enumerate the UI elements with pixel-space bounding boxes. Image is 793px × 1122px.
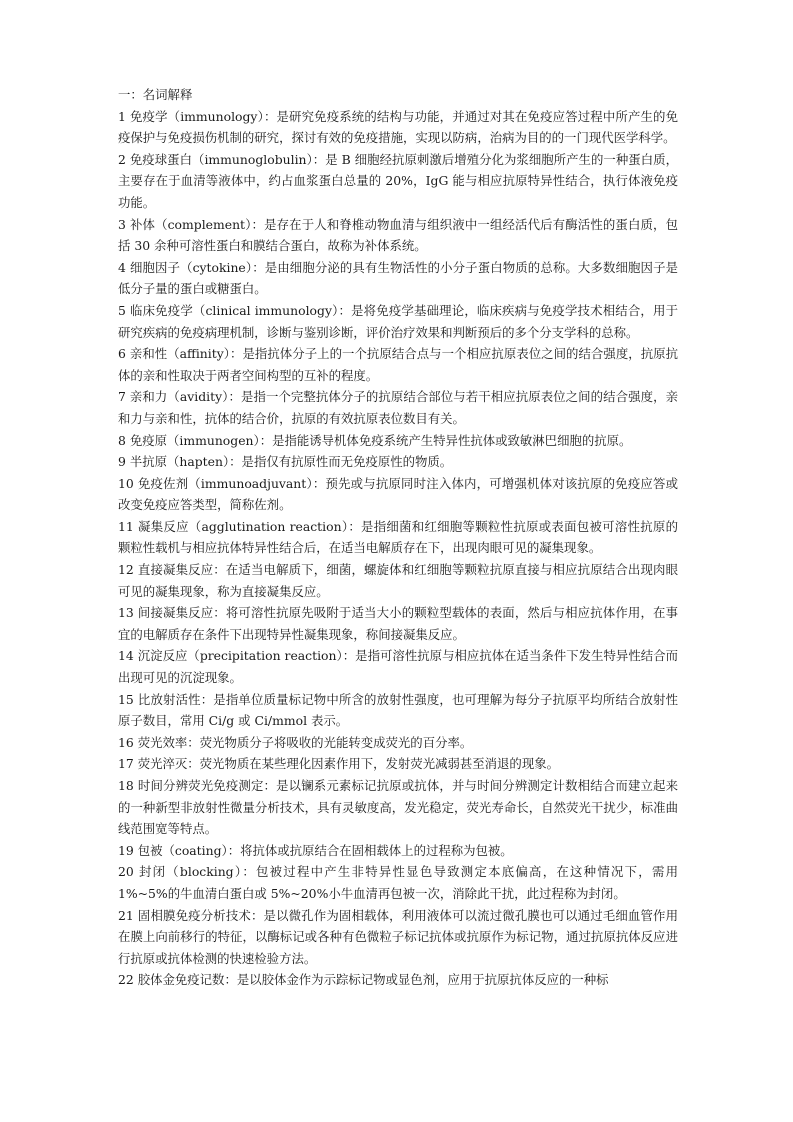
term-immunoglobulin: 2 免疫球蛋白（immunoglobulin）：是 B 细胞经抗原刺激后增殖分化为浆细胞所产生的一种蛋白质，主要存在于血清等液体中，约占血浆蛋白总量的 20%，IgG 能与相应抗原特异性结合，执行体液免疫功能。 bbox=[118, 151, 678, 210]
term-precipitation-reaction: 14 沉淀反应（precipitation reaction）：是指可溶性抗原与相应抗体在适当条件下发生特异性结合而出现可见的沉淀现象。 bbox=[118, 648, 678, 686]
term-solid-phase-membrane-immunoassay: 21 固相膜免疫分析技术：是以微孔作为固相载体，利用液体可以流过微孔膜也可以通过毛细血管作用在膜上向前移行的特征，以酶标记或各种有色微粒子标记抗体或抗原作为标记物，通过抗原抗体反应进行抗原或抗体检测的快速检验方法。 bbox=[118, 907, 678, 966]
term-agglutination-reaction: 11 凝集反应（agglutination reaction）：是指细菌和红细胞等颗粒性抗原或表面包被可溶性抗原的颗粒性载机与相应抗体特异性结合后，在适当电解质存在下，出现肉眼可见的凝集现象。 bbox=[118, 518, 678, 556]
term-immunoadjuvant: 10 免疫佐剂（immunoadjuvant）：预先或与抗原同时注入体内，可增强机体对该抗原的免疫应答或改变免疫应答类型，简称佐剂。 bbox=[118, 475, 678, 513]
term-fluorescence-efficiency: 16 荧光效率：荧光物质分子将吸收的光能转变成荧光的百分率。 bbox=[118, 734, 473, 750]
term-indirect-agglutination: 13 间接凝集反应：将可溶性抗原先吸附于适当大小的颗粒型载体的表面，然后与相应抗体作用，在事宜的电解质存在条件下出现特异性凝集现象，称间接凝集反应。 bbox=[118, 605, 678, 642]
term-affinity: 6 亲和性（affinity）：是指抗体分子上的一个抗原结合点与一个相应抗原表位之间的结合强度，抗原抗体的亲和性取决于两者空间构型的互补的程度。 bbox=[118, 346, 678, 383]
term-hapten: 9 半抗原（hapten）：是指仅有抗原性而无免疫原性的物质。 bbox=[118, 454, 453, 470]
term-avidity: 7 亲和力（avidity）：是指一个完整抗体分子的抗原结合部位与若干相应抗原表位之间的结合强度，亲和力与亲和性，抗体的结合价，抗原的有效抗原表位数目有关。 bbox=[118, 389, 678, 426]
term-immunology: 1 免疫学（immunology）：是研究免疫系统的结构与功能，并通过对其在免疫应答过程中所产生的免疫保护与免疫损伤机制的研究，探讨有效的免疫措施，实现以防病，治病为目的的一门现代医学科学。 bbox=[118, 108, 678, 146]
term-fluorescence-quenching: 17 荧光淬灭：荧光物质在某些理化因素作用下，发射荧光减弱甚至消退的现象。 bbox=[118, 756, 559, 772]
term-colloidal-gold-immunoassay: 22 胶体金免疫记数：是以胶体金作为示踪标记物或显色剂，应用于抗原抗体反应的一种标 bbox=[118, 972, 609, 988]
document-page bbox=[118, 84, 678, 991]
section-heading: 一：名词解释 bbox=[118, 87, 193, 102]
term-blocking: 20 封闭（blocking）：包被过程中产生非特异性显色导致测定本底偏高，在这种情况下，需用 1%~5%的牛血清白蛋白或 5%~20%小牛血清再包被一次，消除此干扰，此过程称为封闭。 bbox=[118, 864, 678, 901]
term-time-resolved-fluoroimmunoassay: 18 时间分辨荧光免疫测定：是以镧系元素标记抗原或抗体，并与时间分辨测定计数相结合而建立起来的一种新型非放射性微量分析技术，具有灵敏度高，发光稳定，荧光寿命长，自然荧光干扰少，标准曲线范围宽等特点。 bbox=[118, 778, 678, 837]
term-clinical-immunology: 5 临床免疫学（clinical immunology）：是将免疫学基础理论，临床疾病与免疫学技术相结合，用于研究疾病的免疫病理机制，诊断与鉴别诊断，评价治疗效果和判断预后的多个分支学科的总称。 bbox=[118, 302, 678, 340]
term-complement: 3 补体（complement）：是存在于人和脊椎动物血清与组织液中一组经活代后有酶活性的蛋白质，包括 30 余种可溶性蛋白和膜结合蛋白，故称为补体系统。 bbox=[118, 216, 678, 254]
term-direct-agglutination: 12 直接凝集反应：在适当电解质下，细菌，螺旋体和红细胞等颗粒抗原直接与相应抗原结合出现肉眼可见的凝集现象，称为直接凝集反应。 bbox=[118, 562, 678, 599]
term-specific-radioactivity: 15 比放射活性：是指单位质量标记物中所含的放射性强度，也可理解为每分子抗原平均所结合放射性原子数目，常用 Ci/g 或 Ci/mmol 表示。 bbox=[118, 691, 678, 729]
term-coating: 19 包被（coating）：将抗体或抗原结合在固相载体上的过程称为包被。 bbox=[118, 842, 513, 858]
term-cytokine: 4 细胞因子（cytokine）：是由细胞分泌的具有生物活性的小分子蛋白物质的总称。大多数细胞因子是低分子量的蛋白或糖蛋白。 bbox=[118, 259, 678, 297]
term-immunogen: 8 免疫原（immunogen）：是指能诱导机体免疫系统产生特异性抗体或致敏淋巴细胞的抗原。 bbox=[118, 432, 632, 448]
